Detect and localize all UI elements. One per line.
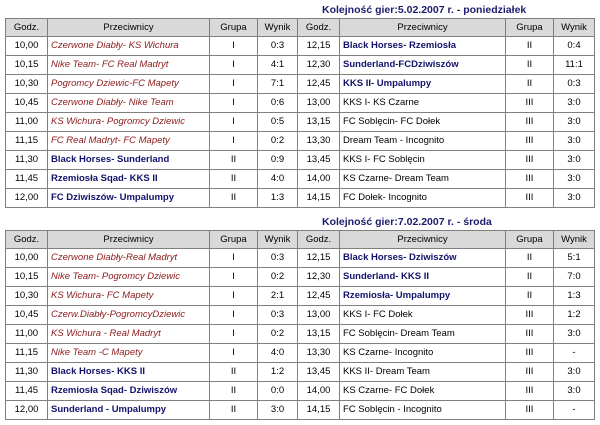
- group-cell: III: [506, 170, 554, 189]
- group-cell: II: [210, 401, 258, 420]
- table-row: [6, 170, 595, 189]
- time-cell: 12,00: [6, 189, 48, 208]
- result-cell: 3:0: [554, 189, 595, 208]
- table-row: [6, 189, 595, 208]
- group-cell: I: [210, 268, 258, 287]
- time-cell: 11,30: [6, 151, 48, 170]
- match-cell: Black Horses- Dziwiszów: [340, 249, 506, 268]
- time-cell: 12,15: [298, 37, 340, 56]
- table-row: [6, 268, 595, 287]
- group-cell: III: [506, 344, 554, 363]
- time-cell: 13,30: [298, 344, 340, 363]
- table-row: [6, 132, 595, 151]
- group-cell: I: [210, 113, 258, 132]
- time-cell: 12,15: [298, 249, 340, 268]
- time-cell: 14,15: [298, 189, 340, 208]
- time-cell: 10,30: [6, 75, 48, 94]
- result-cell: 0:5: [258, 113, 298, 132]
- header-cell: Grupa: [506, 19, 554, 37]
- table-row: [6, 113, 595, 132]
- time-cell: 13,00: [298, 306, 340, 325]
- time-cell: 11,45: [6, 382, 48, 401]
- result-cell: 11:1: [554, 56, 595, 75]
- match-cell: Nike Team- FC Real Madryt: [48, 56, 210, 75]
- group-cell: II: [506, 249, 554, 268]
- day-1-title-text: Kolejność gier:5.02.2007 r. - poniedziałek: [322, 4, 527, 16]
- match-cell: FC Soblęcin- FC Dołek: [340, 113, 506, 132]
- group-cell: II: [210, 363, 258, 382]
- result-cell: 0:2: [258, 132, 298, 151]
- group-cell: II: [210, 189, 258, 208]
- match-cell: KS Wichura- Pogromcy Dziewic: [48, 113, 210, 132]
- result-cell: 0:2: [258, 268, 298, 287]
- header-cell: Przeciwnicy: [48, 19, 210, 37]
- group-cell: III: [506, 401, 554, 420]
- header-cell: Godz.: [6, 231, 48, 249]
- time-cell: 10,00: [6, 249, 48, 268]
- header-cell: Wynik: [554, 19, 595, 37]
- header-cell: Godz.: [298, 19, 340, 37]
- result-cell: 7:0: [554, 268, 595, 287]
- result-cell: 0:3: [258, 306, 298, 325]
- table-row: [6, 151, 595, 170]
- result-cell: 0:2: [258, 325, 298, 344]
- result-cell: 0:4: [554, 37, 595, 56]
- match-cell: Rzemiosła Sqad- KKS II: [48, 170, 210, 189]
- match-cell: Sunderland-FCDziwiszów: [340, 56, 506, 75]
- match-cell: Czerwone Diabły- KS Wichura: [48, 37, 210, 56]
- match-cell: Rzemiosła Sqad- Dziwiszów: [48, 382, 210, 401]
- time-cell: 14,15: [298, 401, 340, 420]
- day-1-schedule-table: [5, 18, 595, 208]
- match-cell: Czerwone Diabły-Real Madryt: [48, 249, 210, 268]
- result-cell: 1:3: [258, 189, 298, 208]
- result-cell: 0:6: [258, 94, 298, 113]
- group-cell: I: [210, 306, 258, 325]
- header-cell: Przeciwnicy: [340, 19, 506, 37]
- table-row: [6, 56, 595, 75]
- match-cell: FC Dziwiszów- Umpalumpy: [48, 189, 210, 208]
- time-cell: 10,45: [6, 94, 48, 113]
- time-cell: 14,00: [298, 382, 340, 401]
- result-cell: 3:0: [554, 382, 595, 401]
- match-cell: KKS I- FC Dołek: [340, 306, 506, 325]
- header-cell: Godz.: [298, 231, 340, 249]
- group-cell: I: [210, 37, 258, 56]
- match-cell: KS Czarne- FC Dołek: [340, 382, 506, 401]
- result-cell: 3:0: [554, 325, 595, 344]
- result-cell: 0:9: [258, 151, 298, 170]
- group-cell: III: [506, 306, 554, 325]
- group-cell: II: [506, 56, 554, 75]
- time-cell: 10,30: [6, 287, 48, 306]
- group-cell: II: [506, 75, 554, 94]
- header-cell: Godz.: [6, 19, 48, 37]
- time-cell: 12,00: [6, 401, 48, 420]
- day-2-schedule-table: [5, 230, 595, 420]
- match-cell: FC Real Madryt- FC Mapety: [48, 132, 210, 151]
- result-cell: 5:1: [554, 249, 595, 268]
- time-cell: 12,30: [298, 268, 340, 287]
- header-cell: Wynik: [554, 231, 595, 249]
- day-2-title-text: Kolejność gier:7.02.2007 r. - środa: [322, 216, 492, 228]
- group-cell: II: [210, 170, 258, 189]
- group-cell: III: [506, 189, 554, 208]
- match-cell: Nike Team- Pogromcy Dziewic: [48, 268, 210, 287]
- table-row: [6, 344, 595, 363]
- group-cell: I: [210, 344, 258, 363]
- table-row: [6, 249, 595, 268]
- group-cell: II: [506, 287, 554, 306]
- time-cell: 13,45: [298, 151, 340, 170]
- time-cell: 11,15: [6, 132, 48, 151]
- result-cell: 3:0: [554, 151, 595, 170]
- result-cell: 1:2: [554, 306, 595, 325]
- match-cell: Rzemiosła- Umpalumpy: [340, 287, 506, 306]
- match-cell: FC Soblęcin - Incognito: [340, 401, 506, 420]
- match-cell: Black Horses- Rzemiosła: [340, 37, 506, 56]
- time-cell: 10,15: [6, 268, 48, 287]
- match-cell: KKS I- FC Soblęcin: [340, 151, 506, 170]
- match-cell: Sunderland - Umpalumpy: [48, 401, 210, 420]
- result-cell: 1:2: [258, 363, 298, 382]
- header-cell: Przeciwnicy: [340, 231, 506, 249]
- header-row: [6, 19, 595, 37]
- result-cell: 7:1: [258, 75, 298, 94]
- result-cell: 3:0: [554, 363, 595, 382]
- match-cell: KS Czarne- Dream Team: [340, 170, 506, 189]
- match-cell: Nike Team -C Mapety: [48, 344, 210, 363]
- group-cell: III: [506, 113, 554, 132]
- table-row: [6, 382, 595, 401]
- result-cell: 4:1: [258, 56, 298, 75]
- time-cell: 13,15: [298, 325, 340, 344]
- result-cell: 1:3: [554, 287, 595, 306]
- result-cell: 0:3: [258, 37, 298, 56]
- match-cell: KS Wichura- FC Mapety: [48, 287, 210, 306]
- match-cell: KS Wichura - Real Madryt: [48, 325, 210, 344]
- header-cell: Wynik: [258, 19, 298, 37]
- header-row: [6, 231, 595, 249]
- time-cell: 14,00: [298, 170, 340, 189]
- table-row: [6, 75, 595, 94]
- match-cell: KKS I- KS Czarne: [340, 94, 506, 113]
- group-cell: II: [210, 151, 258, 170]
- header-cell: Wynik: [258, 231, 298, 249]
- time-cell: 13,30: [298, 132, 340, 151]
- match-cell: Black Horses- KKS II: [48, 363, 210, 382]
- match-cell: Czerw.Diabły-PogromcyDziewic: [48, 306, 210, 325]
- match-cell: FC Dołek- Incognito: [340, 189, 506, 208]
- day-2-title: [0, 215, 600, 229]
- header-cell: Grupa: [210, 19, 258, 37]
- time-cell: 12,45: [298, 287, 340, 306]
- result-cell: -: [554, 344, 595, 363]
- result-cell: 3:0: [554, 113, 595, 132]
- table-row: [6, 37, 595, 56]
- time-cell: 12,45: [298, 75, 340, 94]
- group-cell: III: [506, 382, 554, 401]
- group-cell: III: [506, 132, 554, 151]
- match-cell: Dream Team - Incognito: [340, 132, 506, 151]
- result-cell: -: [554, 401, 595, 420]
- table-row: [6, 94, 595, 113]
- group-cell: II: [210, 382, 258, 401]
- time-cell: 11,00: [6, 113, 48, 132]
- match-cell: KKS II- Dream Team: [340, 363, 506, 382]
- table-row: [6, 306, 595, 325]
- match-cell: Sunderland- KKS II: [340, 268, 506, 287]
- group-cell: I: [210, 56, 258, 75]
- group-cell: I: [210, 132, 258, 151]
- group-cell: I: [210, 75, 258, 94]
- group-cell: I: [210, 287, 258, 306]
- header-cell: Przeciwnicy: [48, 231, 210, 249]
- match-cell: KKS II- Umpalumpy: [340, 75, 506, 94]
- time-cell: 11,15: [6, 344, 48, 363]
- group-cell: III: [506, 363, 554, 382]
- result-cell: 3:0: [554, 170, 595, 189]
- group-cell: II: [506, 268, 554, 287]
- table-row: [6, 325, 595, 344]
- time-cell: 11,00: [6, 325, 48, 344]
- group-cell: III: [506, 94, 554, 113]
- time-cell: 11,30: [6, 363, 48, 382]
- table-row: [6, 287, 595, 306]
- group-cell: III: [506, 151, 554, 170]
- group-cell: I: [210, 94, 258, 113]
- table-row: [6, 401, 595, 420]
- result-cell: 4:0: [258, 344, 298, 363]
- result-cell: 0:3: [554, 75, 595, 94]
- header-cell: Grupa: [506, 231, 554, 249]
- match-cell: FC Soblęcin- Dream Team: [340, 325, 506, 344]
- result-cell: 3:0: [554, 132, 595, 151]
- time-cell: 11,45: [6, 170, 48, 189]
- result-cell: 0:0: [258, 382, 298, 401]
- time-cell: 13,15: [298, 113, 340, 132]
- match-cell: KS Czarne- Incognito: [340, 344, 506, 363]
- time-cell: 13,45: [298, 363, 340, 382]
- time-cell: 10,45: [6, 306, 48, 325]
- result-cell: 0:3: [258, 249, 298, 268]
- time-cell: 13,00: [298, 94, 340, 113]
- time-cell: 12,30: [298, 56, 340, 75]
- group-cell: III: [506, 325, 554, 344]
- header-cell: Grupa: [210, 231, 258, 249]
- time-cell: 10,00: [6, 37, 48, 56]
- result-cell: 4:0: [258, 170, 298, 189]
- group-cell: II: [506, 37, 554, 56]
- result-cell: 3:0: [258, 401, 298, 420]
- table-row: [6, 363, 595, 382]
- match-cell: Black Horses- Sunderland: [48, 151, 210, 170]
- match-cell: Czerwone Diabły- Nike Team: [48, 94, 210, 113]
- group-cell: I: [210, 249, 258, 268]
- match-cell: Pogromcy Dziewic-FC Mapety: [48, 75, 210, 94]
- time-cell: 10,15: [6, 56, 48, 75]
- result-cell: 2:1: [258, 287, 298, 306]
- group-cell: I: [210, 325, 258, 344]
- day-1-title: [0, 3, 600, 17]
- result-cell: 3:0: [554, 94, 595, 113]
